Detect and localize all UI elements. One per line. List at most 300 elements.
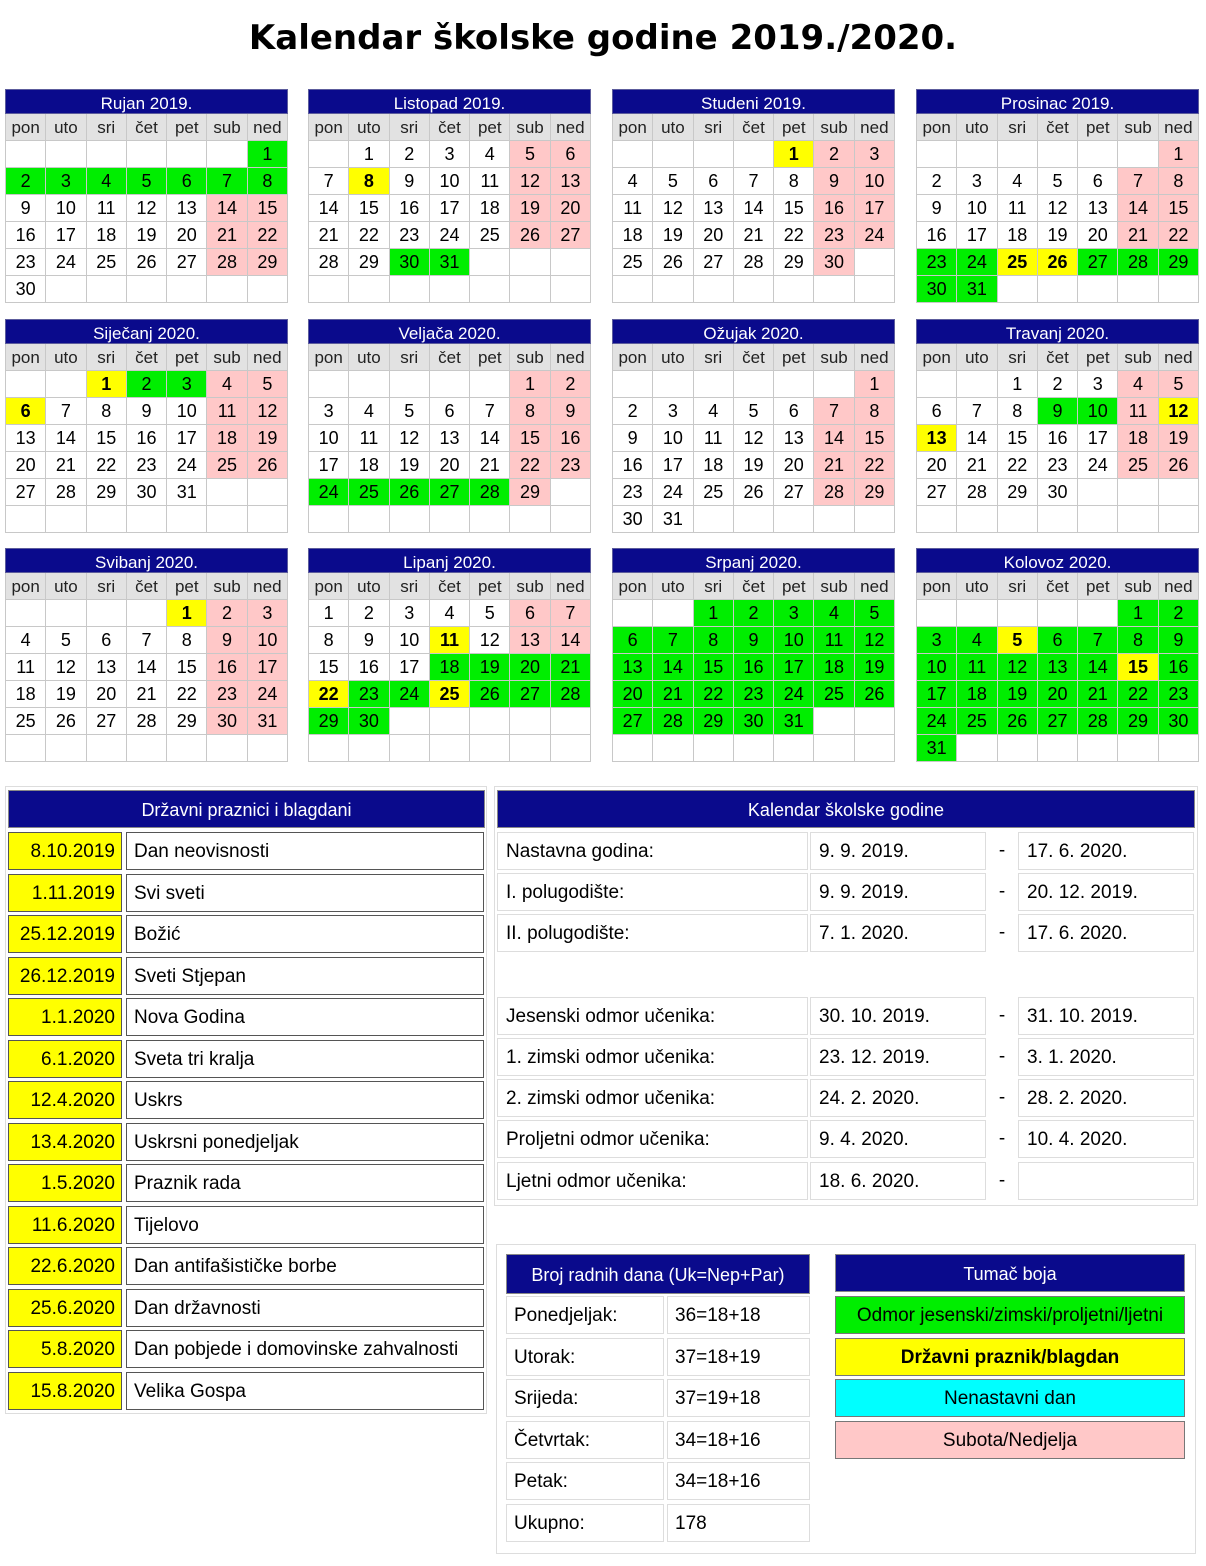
day-cell: 26 [1159, 452, 1199, 479]
holiday-date: 12.4.2020 [8, 1081, 122, 1119]
weekday-header: sri [390, 573, 430, 600]
holiday-row [8, 1081, 486, 1119]
day-cell: 24 [653, 479, 693, 506]
day-cell: 7 [957, 398, 997, 425]
day-cell: 10 [309, 425, 349, 452]
weekday-header: ned [248, 114, 288, 141]
day-cell: 16 [127, 425, 167, 452]
period-label: I. polugodište: [497, 873, 808, 911]
day-cell: 22 [87, 452, 127, 479]
weekday-header: sub [510, 344, 550, 371]
day-cell: 16 [6, 222, 46, 249]
holiday-row [8, 1372, 486, 1410]
month-title: Svibanj 2020. [5, 548, 288, 573]
day-cell: 28 [734, 249, 774, 276]
empty-cell [1038, 506, 1078, 533]
school-period-row [497, 1038, 1195, 1076]
empty-cell [774, 371, 814, 398]
holiday-date: 5.8.2020 [8, 1330, 122, 1368]
day-cell: 15 [998, 425, 1038, 452]
day-cell: 11 [6, 654, 46, 681]
workday-value: 36=18+18 [667, 1296, 810, 1334]
day-cell: 27 [694, 249, 734, 276]
holiday-date: 1.5.2020 [8, 1164, 122, 1202]
day-cell: 29 [855, 479, 895, 506]
weekday-header: sub [1118, 114, 1158, 141]
day-cell: 15 [1159, 195, 1199, 222]
day-cell: 18 [207, 425, 247, 452]
month-days-grid [916, 573, 1199, 762]
day-cell: 19 [653, 222, 693, 249]
day-cell: 30 [127, 479, 167, 506]
empty-cell [470, 708, 510, 735]
holiday-name: Tijelovo [126, 1206, 484, 1244]
day-cell: 26 [653, 249, 693, 276]
day-cell: 8 [694, 627, 734, 654]
day-cell: 30 [734, 708, 774, 735]
weekday-header: čet [127, 573, 167, 600]
period-dash: - [998, 881, 1006, 903]
empty-cell [613, 735, 653, 762]
day-cell: 21 [1118, 222, 1158, 249]
day-cell: 23 [613, 479, 653, 506]
weekday-header: sri [390, 344, 430, 371]
day-cell: 18 [430, 654, 470, 681]
day-cell: 21 [470, 452, 510, 479]
workday-value: 37=18+19 [667, 1338, 810, 1376]
day-cell: 4 [613, 168, 653, 195]
day-cell: 28 [653, 708, 693, 735]
day-cell: 2 [207, 600, 247, 627]
day-cell: 13 [1078, 195, 1118, 222]
empty-cell [1159, 735, 1199, 762]
month-calendar [5, 319, 288, 533]
day-cell: 12 [390, 425, 430, 452]
empty-cell [6, 600, 46, 627]
day-cell: 18 [957, 681, 997, 708]
day-cell: 13 [613, 654, 653, 681]
month-days-grid [5, 114, 288, 303]
day-cell: 19 [855, 654, 895, 681]
day-cell: 1 [694, 600, 734, 627]
day-cell: 25 [613, 249, 653, 276]
day-cell: 13 [87, 654, 127, 681]
empty-cell [551, 276, 591, 303]
workday-label: Ponedjeljak: [506, 1296, 664, 1334]
empty-cell [957, 735, 997, 762]
holiday-row [8, 998, 486, 1036]
day-cell: 26 [127, 249, 167, 276]
day-cell: 31 [167, 479, 207, 506]
day-cell: 28 [470, 479, 510, 506]
day-cell: 2 [814, 141, 854, 168]
empty-cell [207, 141, 247, 168]
empty-cell [1078, 506, 1118, 533]
day-cell: 11 [87, 195, 127, 222]
empty-cell [1078, 735, 1118, 762]
day-cell: 3 [774, 600, 814, 627]
day-cell: 14 [127, 654, 167, 681]
month-title: Kolovoz 2020. [916, 548, 1199, 573]
holiday-name: Dan neovisnosti [126, 832, 484, 870]
month-days-grid [916, 114, 1199, 303]
day-cell: 31 [248, 708, 288, 735]
empty-cell [127, 141, 167, 168]
day-cell: 10 [1078, 398, 1118, 425]
day-cell: 21 [1078, 681, 1118, 708]
day-cell: 10 [167, 398, 207, 425]
empty-cell [87, 141, 127, 168]
day-cell: 14 [207, 195, 247, 222]
day-cell: 29 [1159, 249, 1199, 276]
day-cell: 7 [653, 627, 693, 654]
day-cell: 23 [1038, 452, 1078, 479]
day-cell: 24 [309, 479, 349, 506]
day-cell: 29 [87, 479, 127, 506]
empty-cell [998, 735, 1038, 762]
day-cell: 26 [510, 222, 550, 249]
holiday-date: 11.6.2020 [8, 1206, 122, 1244]
empty-cell [653, 735, 693, 762]
day-cell: 14 [957, 425, 997, 452]
day-cell: 12 [1038, 195, 1078, 222]
empty-cell [734, 735, 774, 762]
day-cell: 15 [510, 425, 550, 452]
day-cell: 25 [349, 479, 389, 506]
day-cell: 26 [734, 479, 774, 506]
weekday-header: sub [814, 344, 854, 371]
day-cell: 11 [998, 195, 1038, 222]
day-cell: 23 [349, 681, 389, 708]
workday-label: Četvrtak: [506, 1421, 664, 1459]
empty-cell [1038, 276, 1078, 303]
day-cell: 21 [207, 222, 247, 249]
day-cell: 18 [814, 654, 854, 681]
day-cell: 2 [1159, 600, 1199, 627]
day-cell: 16 [349, 654, 389, 681]
day-cell: 21 [46, 452, 86, 479]
day-cell: 27 [917, 479, 957, 506]
period-to: 31. 10. 2019. [1018, 997, 1194, 1035]
weekday-header: ned [1159, 344, 1199, 371]
day-cell: 7 [127, 627, 167, 654]
empty-cell [774, 506, 814, 533]
month-days-grid [308, 573, 591, 762]
day-cell: 30 [6, 276, 46, 303]
day-cell: 3 [917, 627, 957, 654]
weekday-header: ned [248, 344, 288, 371]
day-cell: 6 [430, 398, 470, 425]
day-cell: 14 [309, 195, 349, 222]
day-cell: 13 [774, 425, 814, 452]
day-cell: 5 [470, 600, 510, 627]
empty-cell [694, 735, 734, 762]
empty-cell [127, 276, 167, 303]
day-cell: 1 [998, 371, 1038, 398]
empty-cell [248, 506, 288, 533]
weekday-header: pon [6, 573, 46, 600]
weekday-header: čet [1038, 114, 1078, 141]
weekday-header: uto [46, 573, 86, 600]
day-cell: 19 [1159, 425, 1199, 452]
day-cell: 28 [127, 708, 167, 735]
day-cell: 25 [470, 222, 510, 249]
day-cell: 17 [774, 654, 814, 681]
day-cell: 18 [6, 681, 46, 708]
period-label: Nastavna godina: [497, 832, 808, 870]
day-cell: 2 [127, 371, 167, 398]
day-cell: 3 [653, 398, 693, 425]
day-cell: 8 [309, 627, 349, 654]
day-cell: 17 [430, 195, 470, 222]
day-cell: 30 [814, 249, 854, 276]
empty-cell [855, 249, 895, 276]
day-cell: 14 [653, 654, 693, 681]
day-cell: 9 [1038, 398, 1078, 425]
day-cell: 7 [46, 398, 86, 425]
day-cell: 5 [653, 168, 693, 195]
day-cell: 11 [814, 627, 854, 654]
day-cell: 7 [551, 600, 591, 627]
period-from: 18. 6. 2020. [810, 1162, 986, 1200]
day-cell: 2 [349, 600, 389, 627]
empty-cell [1118, 506, 1158, 533]
day-cell: 2 [613, 398, 653, 425]
empty-cell [167, 735, 207, 762]
day-cell: 29 [694, 708, 734, 735]
day-cell: 29 [248, 249, 288, 276]
day-cell: 18 [470, 195, 510, 222]
day-cell: 21 [127, 681, 167, 708]
day-cell: 21 [653, 681, 693, 708]
day-cell: 12 [855, 627, 895, 654]
holiday-date: 6.1.2020 [8, 1040, 122, 1078]
empty-cell [613, 141, 653, 168]
day-cell: 19 [46, 681, 86, 708]
empty-cell [309, 141, 349, 168]
day-cell: 28 [551, 681, 591, 708]
empty-cell [694, 141, 734, 168]
period-to: 20. 12. 2019. [1018, 873, 1194, 911]
weekday-header: sri [694, 344, 734, 371]
day-cell: 22 [167, 681, 207, 708]
empty-cell [1118, 141, 1158, 168]
day-cell: 4 [998, 168, 1038, 195]
empty-cell [309, 735, 349, 762]
day-cell: 24 [248, 681, 288, 708]
month-title: Rujan 2019. [5, 89, 288, 114]
month-days-grid [308, 114, 591, 303]
day-cell: 8 [998, 398, 1038, 425]
weekday-header: sub [207, 344, 247, 371]
period-dash: - [998, 840, 1006, 861]
day-cell: 19 [510, 195, 550, 222]
empty-cell [1118, 479, 1158, 506]
day-cell: 25 [6, 708, 46, 735]
empty-cell [774, 276, 814, 303]
empty-cell [207, 506, 247, 533]
empty-cell [613, 600, 653, 627]
day-cell: 12 [470, 627, 510, 654]
day-cell: 5 [855, 600, 895, 627]
day-cell: 19 [998, 681, 1038, 708]
day-cell: 13 [1038, 654, 1078, 681]
empty-cell [1038, 141, 1078, 168]
empty-cell [1038, 735, 1078, 762]
weekday-header: ned [855, 344, 895, 371]
month-title: Travanj 2020. [916, 319, 1199, 344]
weekday-header: pon [6, 344, 46, 371]
weekday-header: sri [694, 114, 734, 141]
weekday-header: pon [613, 573, 653, 600]
empty-cell [349, 735, 389, 762]
day-cell: 4 [87, 168, 127, 195]
month-calendar [5, 548, 288, 762]
day-cell: 23 [1159, 681, 1199, 708]
day-cell: 17 [917, 681, 957, 708]
empty-cell [694, 371, 734, 398]
month-calendar [612, 89, 895, 303]
period-from: 9. 9. 2019. [810, 873, 986, 911]
weekday-header: pon [309, 344, 349, 371]
holiday-date: 25.12.2019 [8, 915, 122, 953]
day-cell: 11 [1118, 398, 1158, 425]
empty-cell [957, 141, 997, 168]
empty-cell [46, 600, 86, 627]
month-calendar [916, 319, 1199, 533]
empty-cell [855, 276, 895, 303]
weekday-header: pet [774, 344, 814, 371]
day-cell: 6 [167, 168, 207, 195]
day-cell: 14 [551, 627, 591, 654]
empty-cell [430, 276, 470, 303]
day-cell: 8 [1159, 168, 1199, 195]
empty-cell [309, 371, 349, 398]
empty-cell [470, 371, 510, 398]
empty-cell [510, 708, 550, 735]
day-cell: 26 [248, 452, 288, 479]
weekday-header: ned [855, 573, 895, 600]
day-cell: 20 [917, 452, 957, 479]
empty-cell [46, 141, 86, 168]
day-cell: 15 [349, 195, 389, 222]
weekday-header: pet [470, 344, 510, 371]
day-cell: 26 [855, 681, 895, 708]
month-calendar [612, 548, 895, 762]
day-cell: 5 [734, 398, 774, 425]
day-cell: 30 [613, 506, 653, 533]
day-cell: 19 [248, 425, 288, 452]
empty-cell [855, 708, 895, 735]
weekday-header: sri [998, 114, 1038, 141]
day-cell: 16 [207, 654, 247, 681]
month-days-grid [612, 573, 895, 762]
day-cell: 12 [510, 168, 550, 195]
empty-cell [814, 735, 854, 762]
workday-label: Utorak: [506, 1338, 664, 1376]
day-cell: 9 [207, 627, 247, 654]
period-to [1018, 1162, 1194, 1200]
day-cell: 14 [814, 425, 854, 452]
weekday-header: uto [46, 344, 86, 371]
day-cell: 11 [349, 425, 389, 452]
empty-cell [694, 276, 734, 303]
day-cell: 10 [855, 168, 895, 195]
holiday-name: Nova Godina [126, 998, 484, 1036]
day-cell: 29 [309, 708, 349, 735]
day-cell: 24 [167, 452, 207, 479]
day-cell: 6 [613, 627, 653, 654]
day-cell: 2 [917, 168, 957, 195]
day-cell: 15 [774, 195, 814, 222]
day-cell: 22 [248, 222, 288, 249]
period-dash: - [998, 1004, 1006, 1026]
day-cell: 21 [814, 452, 854, 479]
holiday-date: 8.10.2019 [8, 832, 122, 870]
legend-item: Državni praznik/blagdan [835, 1338, 1185, 1376]
day-cell: 24 [430, 222, 470, 249]
day-cell: 22 [774, 222, 814, 249]
period-label: Ljetni odmor učenika: [497, 1162, 808, 1200]
day-cell: 1 [167, 600, 207, 627]
empty-cell [127, 735, 167, 762]
day-cell: 21 [551, 654, 591, 681]
holiday-name: Praznik rada [126, 1164, 484, 1202]
day-cell: 17 [1078, 425, 1118, 452]
workday-label: Petak: [506, 1462, 664, 1500]
day-cell: 31 [430, 249, 470, 276]
day-cell: 16 [917, 222, 957, 249]
empty-cell [774, 735, 814, 762]
day-cell: 4 [1118, 371, 1158, 398]
day-cell: 13 [6, 425, 46, 452]
holiday-row [8, 1330, 486, 1368]
weekday-header: čet [127, 344, 167, 371]
empty-cell [6, 506, 46, 533]
day-cell: 18 [349, 452, 389, 479]
day-cell: 31 [774, 708, 814, 735]
day-cell: 9 [734, 627, 774, 654]
day-cell: 11 [470, 168, 510, 195]
day-cell: 1 [1159, 141, 1199, 168]
empty-cell [957, 506, 997, 533]
holiday-name: Dan antifašističke borbe [126, 1247, 484, 1285]
weekday-header: sub [207, 114, 247, 141]
day-cell: 23 [814, 222, 854, 249]
period-label: 1. zimski odmor učenika: [497, 1038, 808, 1076]
empty-cell [613, 371, 653, 398]
empty-cell [127, 600, 167, 627]
day-cell: 10 [653, 425, 693, 452]
day-cell: 17 [855, 195, 895, 222]
day-cell: 19 [734, 452, 774, 479]
empty-cell [510, 276, 550, 303]
day-cell: 27 [6, 479, 46, 506]
empty-cell [653, 371, 693, 398]
empty-cell [855, 735, 895, 762]
empty-cell [470, 735, 510, 762]
weekday-header: sub [1118, 573, 1158, 600]
day-cell: 29 [774, 249, 814, 276]
day-cell: 2 [734, 600, 774, 627]
period-from: 9. 9. 2019. [810, 832, 986, 870]
empty-cell [998, 141, 1038, 168]
day-cell: 3 [855, 141, 895, 168]
weekday-header: uto [653, 573, 693, 600]
day-cell: 18 [694, 452, 734, 479]
period-label: Jesenski odmor učenika: [497, 997, 808, 1035]
period-label: Proljetni odmor učenika: [497, 1120, 808, 1158]
